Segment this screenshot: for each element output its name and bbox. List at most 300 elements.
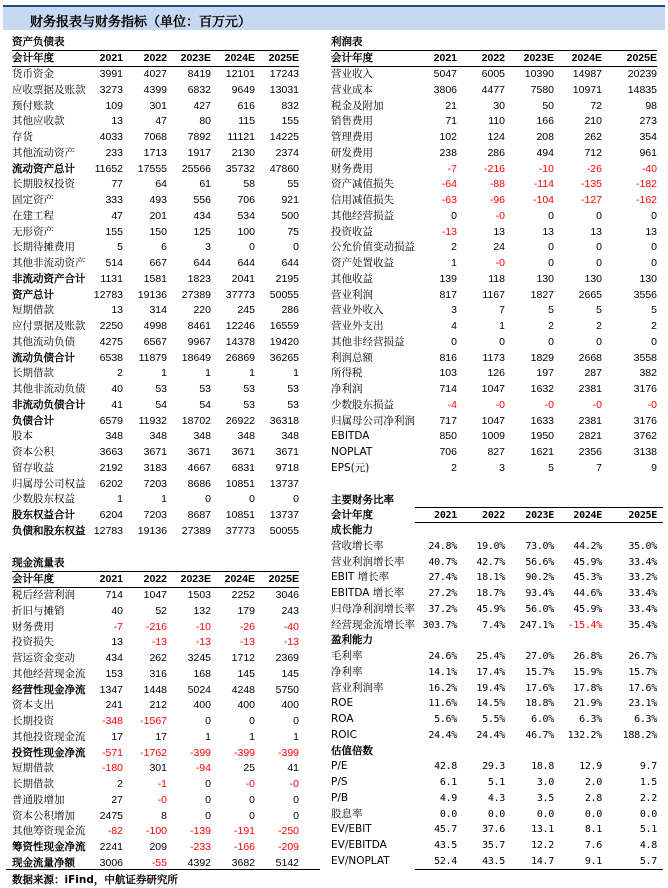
value-cell: 3682 [231,856,255,869]
row-label: 留存收益 [12,461,54,474]
value-cell: 19.4% [476,682,505,694]
value-cell: 4248 [231,683,255,696]
row-label: 营业成本 [331,83,373,96]
value-cell: 110 [488,115,505,128]
value-cell: 13 [645,225,657,238]
value-cell: 0 [205,715,211,727]
value-cell: 130 [639,272,657,285]
value-cell: 1047 [143,589,167,601]
value-cell: 77 [111,178,123,191]
value-cell: -1567 [140,715,167,727]
value-cell: 7 [596,461,602,474]
year-header: 2025E [626,52,657,64]
table-row [331,351,657,367]
value-cell: -1 [157,778,167,790]
value-cell: -250 [277,825,299,838]
table-row [12,824,299,840]
table-row [331,775,663,791]
value-cell: 616 [237,99,255,112]
table-row [12,761,299,777]
value-cell: 12246 [225,320,255,332]
row-label: 长期股权投资 [12,178,75,191]
value-cell: -13 [195,636,211,649]
value-cell: -7 [447,162,457,175]
row-label: 其他非流动资产 [12,257,86,269]
value-cell: 348 [105,430,123,443]
row-label: 其他流动负债 [12,335,75,348]
value-cell: -0 [592,398,602,411]
header-label: 会计年度 [331,509,373,521]
value-cell: -0 [495,398,505,411]
value-cell: 27 [111,793,123,806]
value-cell: 0 [205,793,211,806]
year-header: 2024E [571,52,602,64]
row-label: 营收增长率 [331,539,384,552]
table-row [12,698,299,714]
value-cell: 8 [161,809,167,822]
value-cell: 11.6% [428,698,457,710]
row-label: P/E [331,760,348,773]
value-cell: 2130 [231,146,255,159]
value-cell: 921 [281,194,299,206]
group-header-row [331,633,663,649]
table-row [12,319,299,335]
table-row [12,746,299,762]
value-cell: -104 [532,194,554,206]
table-row [331,193,657,209]
value-cell: 53 [287,398,299,411]
value-cell: 18.8% [525,698,554,710]
value-cell: 2241 [99,841,123,853]
value-cell: 47 [155,115,167,128]
value-cell: 714 [105,589,123,601]
table-row [12,288,299,304]
value-cell: -127 [580,194,602,206]
year-header: 2023E [180,52,211,64]
row-label: 其他筹资现金流 [12,825,86,838]
section-title: 资产负债表 [12,34,299,51]
year-header: 2022 [143,573,167,585]
value-cell: -13 [441,225,457,238]
value-cell: 45.9% [573,603,602,615]
row-label: 少数股东损益 [331,398,394,411]
value-cell: 827 [487,446,505,458]
table-row [331,665,663,681]
income-statement-table [331,34,657,477]
row-label: EV/EBITDA [331,839,387,851]
value-cell: 179 [237,604,255,617]
value-cell: 27389 [181,524,211,537]
value-cell: 37773 [225,524,255,537]
value-cell: 9718 [275,461,299,474]
value-cell: 2381 [578,383,602,395]
value-cell: 4 [451,320,457,332]
row-label: 营业外支出 [331,320,384,332]
value-cell: 61 [199,178,211,191]
value-cell: 12.9 [579,761,602,773]
value-cell: 132.2% [567,729,602,741]
group-label: 成长能力 [331,524,373,536]
value-cell: 14.1% [428,666,457,678]
value-cell: -114 [533,178,554,191]
value-cell: -13 [239,636,255,649]
value-cell: 5 [548,304,554,317]
value-cell: -94 [195,762,211,775]
year-header: 2024E [573,510,602,521]
value-cell: 2 [451,461,457,474]
value-cell: 3556 [633,288,657,301]
value-cell: 3046 [275,589,299,601]
value-cell: 40.7% [428,556,457,568]
value-cell: 2041 [231,272,255,285]
value-cell: 2369 [275,652,299,664]
table-row [331,366,657,382]
value-cell: 4392 [187,856,211,869]
value-cell: 53 [155,383,167,395]
row-label: 净利润 [331,383,363,395]
value-cell: 4.9 [439,792,457,804]
value-cell: 717 [439,414,457,427]
value-cell: 201 [149,209,167,222]
value-cell: 17.8% [573,682,602,694]
value-cell: 18.1% [476,572,505,584]
header-row [331,508,663,523]
value-cell: 816 [439,351,457,364]
row-label: 经营性现金净流 [12,683,86,696]
value-cell: 712 [584,146,602,159]
balance-sheet-table [12,34,299,540]
row-label: 负债合计 [12,414,54,427]
value-cell: 7.6 [584,840,602,851]
table-row [12,588,299,604]
value-cell: 850 [439,430,457,443]
value-cell: 40 [111,604,123,617]
page-title: 财务报表与财务指标（单位：百万元） [30,15,252,30]
value-cell: 8.1 [584,824,602,836]
value-cell: 6.1 [439,777,457,788]
value-cell: 15.7% [628,666,657,678]
value-cell: 3 [451,304,457,317]
table-row [331,99,657,115]
table-row [331,570,663,586]
value-cell: 33.2% [628,572,657,584]
table-row [331,445,657,461]
value-cell: 0 [205,493,211,506]
value-cell: 93.4% [525,588,554,599]
value-cell: -216 [145,620,167,633]
value-cell: 3671 [231,446,255,458]
table-row [331,209,657,225]
row-label: ROIC [331,728,357,741]
value-cell: 1827 [530,288,554,301]
value-cell: 35.0% [628,540,657,552]
value-cell: 348 [193,430,211,443]
year-header: 2024E [224,52,255,64]
value-cell: -26 [239,620,255,633]
table-row [12,730,299,746]
value-cell: -40 [283,620,299,633]
value-cell: 1503 [187,589,211,601]
value-cell: 3 [499,461,505,474]
value-cell: 17 [111,730,123,743]
value-cell: 316 [149,667,167,680]
year-header: 2023E [525,510,554,521]
value-cell: 19136 [137,524,167,537]
value-cell: 188.2% [622,729,657,741]
value-cell: -10 [538,162,554,175]
value-cell: 1 [249,367,255,380]
value-cell: 166 [536,115,554,128]
table-row [331,649,663,665]
value-cell: -96 [489,194,505,206]
value-cell: 45.7 [434,824,457,836]
group-header-row [331,523,663,539]
value-cell: -0 [495,209,505,222]
value-cell: 494 [536,146,554,159]
header-label: 会计年度 [12,573,54,585]
value-cell: 33.4% [628,588,657,599]
row-label: 资本公积增加 [12,809,75,822]
value-cell: 1047 [481,383,505,395]
value-cell: 5.1 [639,824,657,836]
value-cell: 10971 [572,83,602,96]
table-row [331,759,663,775]
value-cell: 0 [651,241,657,254]
value-cell: 14378 [225,335,255,348]
value-cell: 197 [536,367,554,380]
value-cell: -7 [113,620,123,633]
value-cell: 126 [487,367,505,380]
value-cell: 13 [590,225,602,238]
value-cell: 1173 [482,351,505,364]
value-cell: 7580 [530,83,554,96]
value-cell: 2356 [578,446,602,458]
value-cell: -0 [245,778,255,790]
value-cell: 98 [645,99,657,112]
value-cell: 14835 [627,83,657,96]
table-row [12,429,299,445]
value-cell: 37.6 [482,824,505,836]
value-cell: 55 [287,178,299,191]
table-row [12,209,299,225]
table-row [12,683,299,699]
value-cell: 14.5% [476,698,505,710]
value-cell: 50 [542,99,554,112]
value-cell: -0 [495,257,505,269]
table-row [12,840,299,856]
value-cell: -4 [447,398,457,411]
value-cell: 26.8% [573,651,602,662]
row-label: 固定资产 [12,194,54,206]
value-cell: 153 [105,667,123,680]
cash-flow-table [12,555,299,872]
value-cell: 37.2% [428,603,457,615]
value-cell: 243 [281,604,299,617]
table-row [12,146,299,162]
value-cell: 0 [249,241,255,254]
table-row [331,67,657,83]
header-row [331,51,657,67]
value-cell: 644 [281,257,299,269]
value-cell: 0 [499,335,505,348]
row-label: 资产处置收益 [331,257,394,269]
row-label: 资本支出 [12,699,54,712]
value-cell: 14.7 [531,855,554,867]
table-row [331,712,663,728]
value-cell: 0 [548,257,554,269]
value-cell: 125 [193,225,211,238]
value-cell: 0 [249,793,255,806]
table-row [12,303,299,319]
value-cell: 262 [584,131,602,143]
value-cell: 2 [117,367,123,380]
value-cell: 0 [651,335,657,348]
value-cell: 7068 [143,131,167,143]
value-cell: 18.8 [531,761,554,773]
value-cell: -180 [101,762,123,775]
value-cell: 3762 [633,430,657,443]
value-cell: 286 [281,304,299,317]
value-cell: 382 [639,367,657,380]
row-label: 资产总计 [12,288,54,301]
value-cell: 75 [287,225,299,238]
table-row [12,83,299,99]
section-title: 现金流量表 [12,555,299,572]
value-cell: 12.2 [531,840,554,851]
value-cell: 2.0 [584,777,602,788]
value-cell: 45.3% [573,572,602,584]
value-cell: 500 [281,209,299,222]
value-cell: 5 [548,461,554,474]
value-cell: 3273 [99,83,123,96]
value-cell: 15.9% [573,666,602,678]
value-cell: 0 [293,493,299,506]
value-cell: 124 [487,131,505,143]
value-cell: 3176 [633,383,657,395]
value-cell: 23.1% [628,698,657,710]
value-cell: 19420 [269,335,299,348]
value-cell: 25566 [181,162,211,175]
value-cell: 56.0% [525,603,554,615]
row-label: 少数股东权益 [12,493,75,506]
table-row [12,130,299,146]
row-label: 毛利率 [331,650,363,662]
value-cell: 434 [193,209,211,222]
value-cell: 4027 [143,68,167,80]
value-cell: 1829 [530,351,554,364]
value-cell: 2 [651,320,657,332]
value-cell: 8461 [187,320,211,332]
value-cell: -15.4% [567,619,602,631]
value-cell: 9967 [187,335,211,348]
value-cell: 6202 [99,477,123,490]
row-label: 普通股增加 [12,793,65,806]
value-cell: 11879 [138,351,167,364]
row-label: 归属母公司权益 [12,477,86,490]
value-cell: 6831 [231,461,255,474]
value-cell: 2475 [99,809,123,822]
value-cell: 11652 [94,162,123,175]
section-title: 主要财务比率 [331,494,394,506]
value-cell: 26869 [225,351,255,364]
value-cell: 1621 [530,446,554,458]
row-label: 利润总额 [331,351,373,364]
value-cell: 10851 [225,509,255,521]
row-label: 其他非经营损益 [331,335,405,348]
value-cell: 37773 [225,288,255,301]
value-cell: 8419 [187,68,211,80]
value-cell: 5047 [433,68,457,80]
value-cell: 43.5 [482,855,505,867]
value-cell: 168 [193,667,211,680]
value-cell: 706 [439,446,457,458]
value-cell: 36318 [269,414,299,427]
table-row [12,445,299,461]
year-header: 2021 [433,52,457,64]
value-cell: 212 [149,699,167,712]
year-header: 2025E [268,573,299,585]
value-cell: 5 [596,304,602,317]
value-cell: 29.3 [482,761,505,773]
value-cell: 13 [111,636,123,649]
value-cell: 0 [293,793,299,806]
value-cell: 427 [193,99,211,112]
value-cell: 18.7% [476,588,505,599]
value-cell: 17.6% [628,682,657,694]
value-cell: -64 [441,178,457,191]
value-cell: 53 [287,383,299,395]
row-label: NOPLAT [331,446,373,458]
row-label: 应收票据及账款 [12,83,86,96]
value-cell: 6579 [99,414,123,427]
value-cell: 46.7% [525,729,554,741]
value-cell: 21 [445,99,457,112]
value-cell: 0 [596,209,602,222]
table-row [331,461,657,477]
table-row [331,177,657,193]
value-cell: 0 [548,335,554,348]
value-cell: 1347 [99,683,123,696]
value-cell: 644 [193,257,211,269]
value-cell: 3183 [143,461,167,474]
value-cell: 18702 [181,414,211,427]
row-label: EBIT 增长率 [331,571,390,584]
value-cell: 115 [238,115,255,128]
value-cell: 35732 [225,162,255,175]
value-cell: 0 [651,209,657,222]
value-cell: -0 [647,398,657,411]
value-cell: 3176 [633,414,657,427]
value-cell: 1950 [530,430,554,443]
row-label: 其他应收款 [12,115,65,128]
value-cell: 287 [584,367,602,380]
value-cell: 0 [249,809,255,822]
row-label: P/B [331,791,349,804]
value-cell: -13 [283,636,299,649]
value-cell: 73.0% [525,540,554,552]
row-label: 股东权益合计 [12,509,75,521]
value-cell: 13 [111,115,123,128]
value-cell: 5142 [275,856,299,869]
value-cell: 303.7% [422,619,457,631]
value-cell: 0.0 [536,808,554,820]
row-label: 税后经营利润 [12,589,75,601]
row-label: 资产减值损失 [331,178,394,191]
value-cell: 56.6% [525,556,554,568]
value-cell: 0 [651,257,657,269]
value-cell: 13.1 [531,824,554,836]
table-row [331,303,657,319]
